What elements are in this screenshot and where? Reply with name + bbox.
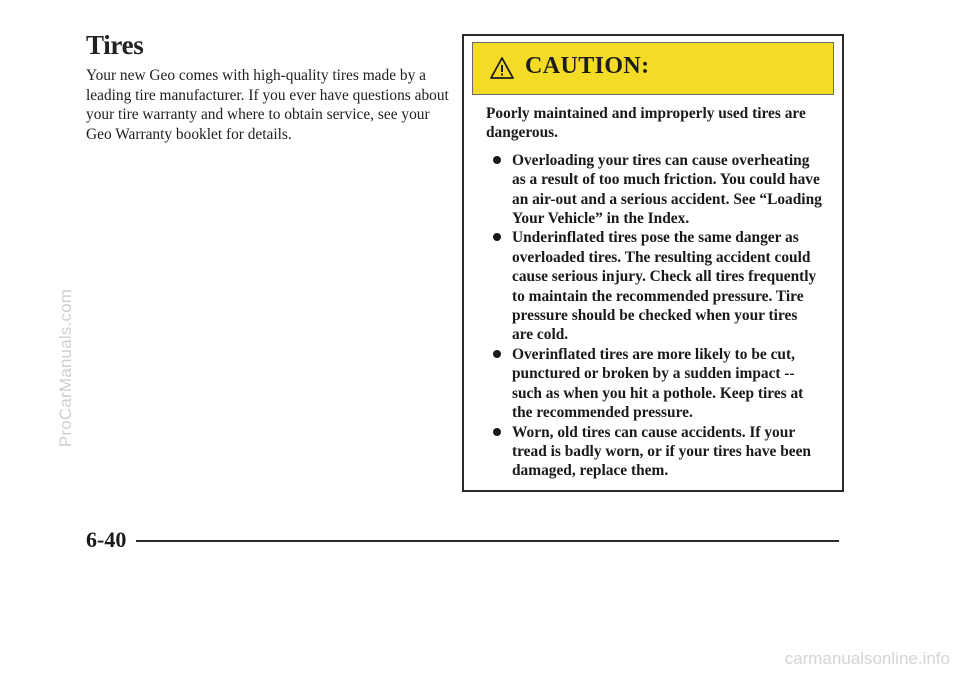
section-title: Tires [86, 30, 144, 60]
list-item [486, 423, 822, 481]
list-item-text: Underinflated tires pose the same danger as overloaded tires. The resulting accident could cause serious injury. Check all tires frequently to maintain the recommended pressure. Tire pressure should be checked when your tires are cold. [512, 229, 817, 344]
caution-lead: Poorly maintained and improperly used tires are dangerous. [486, 105, 806, 142]
bullet-icon [493, 350, 501, 358]
footer-rule [136, 540, 839, 542]
list-item-text: Overinflated tires are more likely to be cut, punctured or broken by a sudden impact -- such as when you hit a pothole. Keep tires at the recommended pressure. [512, 345, 804, 422]
list-item [486, 151, 822, 229]
warning-triangle-icon [490, 56, 514, 80]
page-number: 6-40 [86, 527, 127, 552]
watermark-bottom-text: carmanualsonline.info [784, 649, 950, 668]
list-item-text: Worn, old tires can cause accidents. If your tread is badly worn, or if your tires have been damaged, replace them. [512, 423, 811, 480]
bullet-icon [493, 428, 501, 436]
caution-box [462, 34, 844, 492]
list-item-text: Overloading your tires can cause overheating as a result of too much friction. You could have an air-out and a serious accident. See “Loading Your Vehicle” in the Index. [512, 151, 822, 228]
intro-paragraph: Your new Geo comes with high-quality tires made by a leading tire manufacturer. If you ever have questions about your tire warranty and where to obtain service, see your Geo Warranty booklet for details. [86, 67, 449, 143]
bullet-icon [493, 156, 501, 164]
list-item [486, 228, 822, 344]
bullet-icon [493, 233, 501, 241]
watermark-side-text: ProCarManuals.com [56, 288, 75, 448]
list-item [486, 345, 822, 423]
caution-body [486, 104, 822, 481]
caution-label: CAUTION: [525, 53, 650, 79]
caution-header [472, 42, 834, 95]
caution-list [486, 151, 822, 481]
